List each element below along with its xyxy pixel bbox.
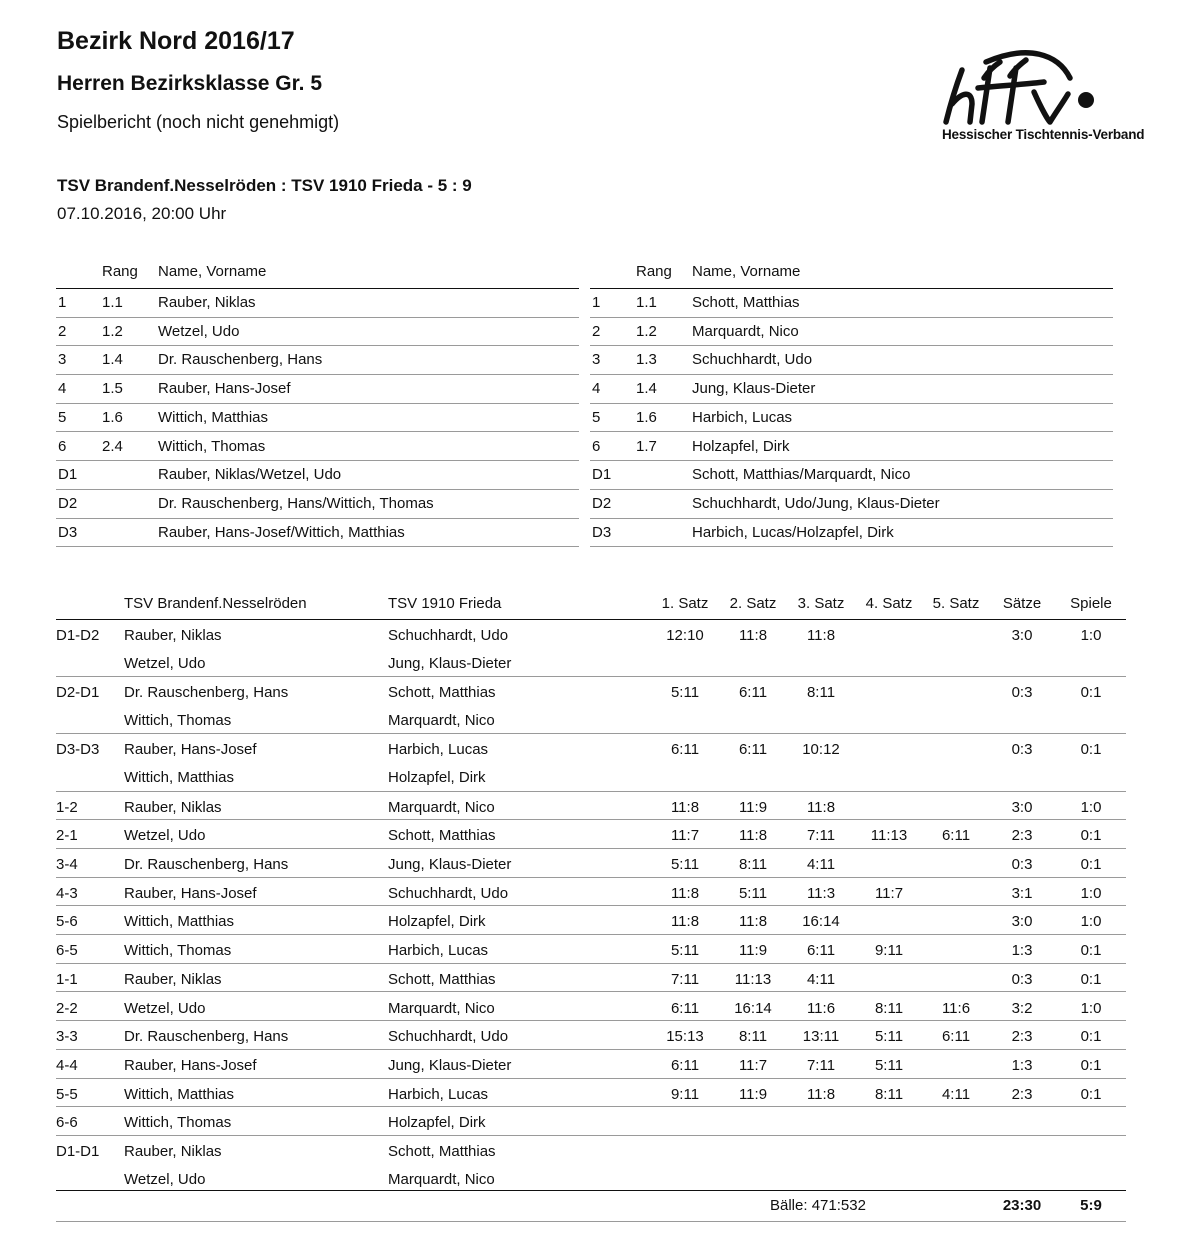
lineup-rank: 1.5 — [102, 380, 123, 398]
away-player: Marquardt, Nico — [388, 712, 495, 730]
lineup-name: Schott, Matthias — [692, 294, 800, 311]
game-id: 6-6 — [56, 1114, 78, 1132]
match-title: TSV Brandenf.Nesselröden : TSV 1910 Frieda - 5 : 9 — [57, 176, 472, 195]
lineup-row — [56, 317, 579, 347]
lineup-name: Marquardt, Nico — [692, 322, 799, 340]
lineup-rank: 1.2 — [102, 322, 123, 340]
game-result: 1:0 — [1080, 884, 1102, 902]
away-player: Harbich, Lucas — [388, 942, 489, 960]
lineup-position: 3 — [592, 351, 601, 369]
set-score: 11:9 — [738, 942, 768, 960]
games-header — [56, 588, 1126, 620]
set-score: 11:13 — [870, 827, 908, 845]
lineup-header — [590, 260, 1113, 289]
balls-total: Bälle: 471:532 — [770, 1197, 866, 1214]
game-id: 6-5 — [56, 942, 78, 960]
sets-result: 3:2 — [1011, 999, 1033, 1017]
lineup-position: D2 — [592, 494, 612, 512]
set-score: 11:7 — [874, 884, 904, 902]
httv-logo-icon — [938, 48, 1130, 128]
lineup-rank: 1.4 — [636, 380, 657, 398]
lineup-row — [590, 489, 1113, 519]
game-row — [56, 1135, 1126, 1192]
lineup-row — [56, 489, 579, 519]
game-row — [56, 1020, 1126, 1050]
game-row — [56, 1049, 1126, 1079]
lineup-name: Harbich, Lucas/Holzapfel, Dirk — [692, 523, 894, 541]
away-player: Jung, Klaus-Dieter — [388, 655, 512, 672]
sets-result: 0:3 — [1011, 856, 1033, 873]
set-score: 11:9 — [738, 1085, 768, 1103]
home-player: Rauber, Hans-Josef — [124, 884, 257, 902]
game-result: 0:1 — [1080, 942, 1102, 960]
set5-header: 5. Satz — [932, 595, 980, 612]
sets-result: 2:3 — [1011, 1085, 1033, 1103]
league-title: Herren Bezirksklasse Gr. 5 — [57, 72, 323, 95]
game-row — [56, 877, 1126, 907]
lineup-row — [590, 403, 1113, 433]
lineup-position: 1 — [58, 294, 67, 311]
set-score: 11:8 — [806, 627, 836, 644]
game-id: D1-D1 — [56, 1143, 100, 1160]
set-score: 6:11 — [738, 684, 768, 702]
lineup-row — [56, 460, 579, 490]
game-result: 0:1 — [1080, 970, 1102, 988]
game-result: 0:1 — [1080, 827, 1102, 845]
lineup-rank: 2.4 — [102, 437, 123, 455]
rank-header: Rang — [636, 263, 672, 280]
home-player: Rauber, Niklas — [124, 798, 222, 816]
lineup-rank: 1.2 — [636, 322, 657, 340]
set-score: 11:8 — [670, 913, 700, 931]
away-player: Schuchhardt, Udo — [388, 1028, 509, 1046]
game-id: D3-D3 — [56, 741, 100, 759]
set-score: 11:6 — [941, 999, 971, 1017]
game-row — [56, 963, 1126, 993]
game-row — [56, 819, 1126, 849]
home-player: Dr. Rauschenberg, Hans — [124, 684, 289, 702]
game-result: 1:0 — [1080, 913, 1102, 931]
home-player: Wittich, Thomas — [124, 1114, 232, 1132]
lineup-position: 6 — [58, 437, 67, 455]
set-score: 5:11 — [874, 1028, 904, 1046]
set-score: 6:11 — [670, 999, 700, 1017]
sets-result: 3:0 — [1011, 798, 1033, 816]
lineup-name: Wittich, Matthias — [158, 408, 269, 426]
game-id: 2-2 — [56, 999, 78, 1017]
game-row — [56, 676, 1126, 734]
home-team-header: TSV Brandenf.Nesselröden — [124, 595, 307, 612]
game-row — [56, 1078, 1126, 1108]
lineup-position: 5 — [592, 408, 601, 426]
set-score: 11:6 — [806, 999, 836, 1017]
game-id: D2-D1 — [56, 684, 100, 702]
lineup-position: 2 — [592, 322, 601, 340]
lineup-name: Wittich, Thomas — [158, 437, 266, 455]
game-id: D1-D2 — [56, 627, 100, 644]
lineup-position: 4 — [592, 380, 601, 398]
game-result: 0:1 — [1080, 1056, 1102, 1074]
lineup-name: Schuchhardt, Udo/Jung, Klaus-Dieter — [692, 494, 940, 512]
set-score: 6:11 — [738, 741, 768, 759]
set-score: 4:11 — [806, 856, 836, 873]
lineup-row — [590, 345, 1113, 375]
lineup-name: Dr. Rauschenberg, Hans/Wittich, Thomas — [158, 494, 434, 512]
set-score: 16:14 — [734, 999, 772, 1017]
game-result: 1:0 — [1080, 798, 1102, 816]
game-row — [56, 1106, 1126, 1136]
lineup-rank: 1.6 — [636, 408, 657, 426]
sets-result: 2:3 — [1011, 1028, 1033, 1046]
lineup-rank: 1.3 — [636, 351, 657, 369]
lineup-position: 3 — [58, 351, 67, 369]
lineup-name: Rauber, Niklas/Wetzel, Udo — [158, 466, 342, 484]
lineup-name: Holzapfel, Dirk — [692, 437, 790, 455]
lineup-position: 2 — [58, 322, 67, 340]
lineup-rank: 1.4 — [102, 351, 123, 369]
away-player: Holzapfel, Dirk — [388, 769, 486, 787]
game-id: 3-3 — [56, 1028, 78, 1046]
game-result: 1:0 — [1080, 999, 1102, 1017]
page-title: Bezirk Nord 2016/17 — [57, 27, 295, 55]
set-score: 9:11 — [670, 1085, 700, 1103]
lineup-row — [590, 374, 1113, 404]
lineup-name: Dr. Rauschenberg, Hans — [158, 351, 323, 369]
game-result: 0:1 — [1080, 1028, 1102, 1046]
set-score: 16:14 — [802, 913, 840, 931]
set-score: 15:13 — [666, 1028, 704, 1046]
set-score: 6:11 — [941, 1028, 971, 1046]
name-header: Name, Vorname — [692, 263, 801, 280]
set-score: 11:7 — [670, 827, 700, 845]
lineup-name: Schuchhardt, Udo — [692, 351, 813, 369]
set-score: 7:11 — [806, 827, 836, 845]
home-player: Dr. Rauschenberg, Hans — [124, 856, 289, 873]
game-result: 0:1 — [1080, 1085, 1102, 1103]
lineup-row — [56, 374, 579, 404]
set-score: 11:8 — [738, 913, 768, 931]
set-score: 5:11 — [738, 884, 768, 902]
home-player: Dr. Rauschenberg, Hans — [124, 1028, 289, 1046]
lineup-row — [56, 432, 579, 462]
game-id: 5-6 — [56, 913, 78, 931]
totals-row — [56, 1190, 1126, 1222]
set-score: 8:11 — [874, 1085, 904, 1103]
sets-result: 3:0 — [1011, 627, 1033, 644]
game-result: 0:1 — [1080, 741, 1102, 759]
lineup-name: Wetzel, Udo — [158, 322, 240, 340]
game-row — [56, 791, 1126, 821]
lineup-name: Schott, Matthias/Marquardt, Nico — [692, 466, 911, 484]
away-player: Marquardt, Nico — [388, 798, 495, 816]
set2-header: 2. Satz — [729, 595, 777, 612]
lineup-position: 6 — [592, 437, 601, 455]
logo-caption: Hessischer Tischtennis-Verband — [942, 127, 1145, 142]
set-score: 6:11 — [941, 827, 971, 845]
home-player: Wetzel, Udo — [124, 827, 206, 845]
game-result: 0:1 — [1080, 684, 1102, 702]
set-score: 11:7 — [738, 1056, 768, 1074]
set-score: 8:11 — [806, 684, 836, 702]
away-player: Schott, Matthias — [388, 970, 496, 988]
lineup-rank: 1.7 — [636, 437, 657, 455]
set-score: 5:11 — [874, 1056, 904, 1074]
sets-result: 1:3 — [1011, 942, 1033, 960]
away-player: Marquardt, Nico — [388, 1171, 495, 1188]
lineup-rank: 1.1 — [636, 294, 657, 311]
game-row — [56, 992, 1126, 1022]
lineup-position: D1 — [592, 466, 612, 484]
set-score: 11:3 — [806, 884, 836, 902]
set3-header: 3. Satz — [797, 595, 845, 612]
set-score: 10:12 — [802, 741, 840, 759]
home-player: Rauber, Niklas — [124, 970, 222, 988]
game-id: 4-3 — [56, 884, 78, 902]
lineup-row — [590, 460, 1113, 490]
away-player: Marquardt, Nico — [388, 999, 495, 1017]
away-player: Schott, Matthias — [388, 684, 496, 702]
lineup-rank: 1.1 — [102, 294, 123, 311]
sets-result: 0:3 — [1011, 970, 1033, 988]
set-score: 6:11 — [670, 741, 700, 759]
lineup-position: 5 — [58, 408, 67, 426]
set-score: 5:11 — [670, 856, 700, 873]
lineup-name: Rauber, Niklas — [158, 294, 256, 311]
set-score: 12:10 — [666, 627, 704, 644]
away-team-header: TSV 1910 Frieda — [388, 595, 502, 612]
game-id: 2-1 — [56, 827, 78, 845]
game-result: 1:0 — [1080, 627, 1102, 644]
sets-result: 3:0 — [1011, 913, 1033, 931]
lineup-position: 1 — [592, 294, 601, 311]
sets-header: Sätze — [1002, 595, 1042, 612]
sets-result: 0:3 — [1011, 684, 1033, 702]
games-total: 5:9 — [1080, 1197, 1102, 1214]
home-player: Rauber, Niklas — [124, 1143, 222, 1160]
set-score: 13:11 — [802, 1028, 840, 1046]
set-score: 8:11 — [738, 856, 768, 873]
rank-header: Rang — [102, 263, 138, 280]
home-player: Wetzel, Udo — [124, 655, 206, 672]
set-score: 4:11 — [806, 970, 836, 988]
set-score: 11:8 — [806, 1085, 836, 1103]
lineup-header — [56, 260, 579, 289]
name-header: Name, Vorname — [158, 263, 267, 280]
set-score: 6:11 — [806, 942, 836, 960]
set-score: 8:11 — [874, 999, 904, 1017]
set-score: 8:11 — [738, 1028, 768, 1046]
away-player: Schuchhardt, Udo — [388, 884, 509, 902]
lineup-name: Harbich, Lucas — [692, 408, 793, 426]
away-player: Holzapfel, Dirk — [388, 1114, 486, 1132]
sets-result: 3:1 — [1011, 884, 1033, 902]
set-score: 7:11 — [806, 1056, 836, 1074]
set-score: 9:11 — [874, 942, 904, 960]
sets-result: 2:3 — [1011, 827, 1033, 845]
set-score: 6:11 — [670, 1056, 700, 1074]
lineup-row — [56, 288, 579, 318]
game-id: 5-5 — [56, 1085, 78, 1103]
lineup-row — [56, 518, 579, 548]
set-score: 5:11 — [670, 684, 700, 702]
game-id: 3-4 — [56, 856, 78, 873]
lineup-row — [590, 317, 1113, 347]
httv-logo — [938, 48, 1145, 148]
home-player: Wittich, Matthias — [124, 1085, 235, 1103]
away-player: Schott, Matthias — [388, 827, 496, 845]
away-player: Schuchhardt, Udo — [388, 627, 509, 644]
game-id: 1-1 — [56, 970, 78, 988]
set4-header: 4. Satz — [865, 595, 913, 612]
game-row — [56, 733, 1126, 791]
away-player: Harbich, Lucas — [388, 1085, 489, 1103]
game-row — [56, 848, 1126, 878]
away-player: Schott, Matthias — [388, 1143, 496, 1160]
away-player: Jung, Klaus-Dieter — [388, 856, 512, 873]
set-score: 11:8 — [738, 827, 768, 845]
home-player: Wittich, Matthias — [124, 913, 235, 931]
sets-result: 0:3 — [1011, 741, 1033, 759]
lineup-position: D1 — [58, 466, 78, 484]
set1-header: 1. Satz — [661, 595, 709, 612]
set-score: 11:8 — [806, 798, 836, 816]
lineup-position: D3 — [592, 523, 612, 541]
home-player: Wetzel, Udo — [124, 999, 206, 1017]
lineup-row — [590, 432, 1113, 462]
game-id: 4-4 — [56, 1056, 78, 1074]
home-player: Wittich, Thomas — [124, 712, 232, 730]
game-row — [56, 934, 1126, 964]
away-player: Harbich, Lucas — [388, 741, 489, 759]
game-row — [56, 619, 1126, 677]
home-player: Wittich, Thomas — [124, 942, 232, 960]
set-score: 11:13 — [734, 970, 772, 988]
lineup-rank: 1.6 — [102, 408, 123, 426]
set-score: 11:8 — [670, 798, 700, 816]
lineup-name: Rauber, Hans-Josef — [158, 380, 291, 398]
home-player: Rauber, Niklas — [124, 627, 222, 644]
lineup-position: D2 — [58, 494, 78, 512]
game-row — [56, 905, 1126, 935]
sets-total: 23:30 — [1002, 1197, 1042, 1214]
lineup-row — [56, 403, 579, 433]
set-score: 11:8 — [670, 884, 700, 902]
home-player: Wittich, Matthias — [124, 769, 235, 787]
away-player: Jung, Klaus-Dieter — [388, 1056, 512, 1074]
set-score: 11:9 — [738, 798, 768, 816]
set-score: 7:11 — [670, 970, 700, 988]
sets-result: 1:3 — [1011, 1056, 1033, 1074]
lineup-row — [56, 345, 579, 375]
lineup-name: Jung, Klaus-Dieter — [692, 380, 816, 398]
lineup-position: D3 — [58, 523, 78, 541]
lineup-position: 4 — [58, 380, 67, 398]
report-status: Spielbericht (noch nicht genehmigt) — [57, 112, 340, 132]
lineup-row — [590, 288, 1113, 318]
home-player: Rauber, Hans-Josef — [124, 741, 257, 759]
home-player: Rauber, Hans-Josef — [124, 1056, 257, 1074]
game-id: 1-2 — [56, 798, 78, 816]
away-player: Holzapfel, Dirk — [388, 913, 486, 931]
set-score: 4:11 — [941, 1085, 971, 1103]
lineup-row — [590, 518, 1113, 548]
lineup-name: Rauber, Hans-Josef/Wittich, Matthias — [158, 523, 405, 541]
match-datetime: 07.10.2016, 20:00 Uhr — [57, 204, 227, 223]
game-result: 0:1 — [1080, 856, 1102, 873]
set-score: 11:8 — [738, 627, 768, 644]
home-player: Wetzel, Udo — [124, 1171, 206, 1188]
games-col-header: Spiele — [1070, 595, 1112, 612]
set-score: 5:11 — [670, 942, 700, 960]
